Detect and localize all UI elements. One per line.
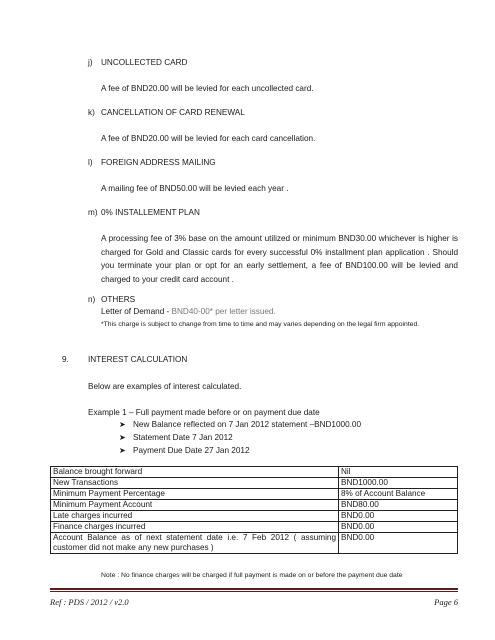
table-row [51, 500, 458, 511]
section-9-number: 9. [62, 355, 69, 364]
table-row [51, 478, 458, 489]
item-n-note: *This charge is subject to change from time to time and may varies depending on the legal firm appointed. [101, 321, 420, 328]
table-cell-label: New Transactions [51, 478, 339, 489]
item-k-marker: k) [88, 108, 95, 117]
item-j-title: UNCOLLECTED CARD [101, 58, 188, 67]
item-k-title: CANCELLATION OF CARD RENEWAL [101, 108, 245, 117]
item-m-marker: m) [88, 208, 98, 217]
arrow-bullet-icon: ➤ [119, 433, 126, 442]
page-number: Page 6 [434, 597, 458, 607]
item-n-title: OTHERS [101, 295, 136, 304]
bullet-item [119, 420, 361, 430]
item-k-text: A fee of BND20.00 will be levied for each card cancellation. [101, 134, 316, 143]
table-cell-value: Nil [339, 467, 458, 478]
arrow-bullet-icon: ➤ [119, 446, 126, 455]
table-row [51, 467, 458, 478]
footer-rule [50, 588, 458, 590]
table-row [51, 511, 458, 522]
item-l-text: A mailing fee of BND50.00 will be levied each year . [101, 184, 289, 193]
table-row [51, 489, 458, 500]
footer-rule-thin [50, 591, 458, 592]
footer-ref: Ref : PDS / 2012 / v2.0 [50, 597, 129, 607]
item-l-title: FOREIGN ADDRESS MAILING [101, 158, 216, 167]
item-m-title: 0% INSTALLEMENT PLAN [101, 208, 200, 217]
table-cell-value: BND80.00 [339, 500, 458, 511]
item-n-marker: n) [88, 295, 96, 304]
table-row [51, 522, 458, 533]
table-cell-label: Account Balance as of next statement date i.e. 7 Feb 2012 ( assuming customer did not make any new purchases ) [51, 533, 339, 554]
finance-charge-note: Note : No finance charges will be charged if full payment is made on or before the payment due date [101, 572, 403, 579]
table-row [51, 533, 458, 554]
table-cell-value: 8% of Account Balance [339, 489, 458, 500]
bullet-text: Statement Date 7 Jan 2012 [133, 433, 233, 442]
bullet-text: Payment Due Date 27 Jan 2012 [133, 446, 250, 455]
table-cell-value: BND0.00 [339, 533, 458, 554]
interest-example-table [50, 466, 458, 554]
item-j-marker: j) [88, 58, 93, 67]
section-9-title: INTEREST CALCULATION [88, 355, 188, 364]
item-j-text: A fee of BND20.00 will be levied for each uncollected card. [101, 84, 314, 93]
table-cell-value: BND0.00 [339, 511, 458, 522]
section-9-intro: Below are examples of interest calculated. [88, 382, 242, 391]
bullet-text: New Balance reflected on 7 Jan 2012 statement –BND1000.00 [133, 420, 362, 429]
letter-of-demand-label: Letter of Demand - [101, 307, 172, 316]
table-cell-label: Balance brought forward [51, 467, 339, 478]
table-cell-label: Finance charges incurred [51, 522, 339, 533]
arrow-bullet-icon: ➤ [119, 420, 126, 429]
letter-of-demand-value: BND40-00* per letter issued. [171, 307, 276, 316]
table-cell-label: Minimum Payment Account [51, 500, 339, 511]
item-n-letter [101, 307, 276, 317]
example-1-title: Example 1 – Full payment made before or on payment due date [88, 408, 320, 417]
bullet-item [119, 446, 250, 456]
bullet-item [119, 433, 233, 443]
table-cell-label: Minimum Payment Percentage [51, 489, 339, 500]
table-cell-label: Late charges incurred [51, 511, 339, 522]
table-cell-value: BND1000.00 [339, 478, 458, 489]
item-m-text: A processing fee of 3% base on the amount utilized or minimum BND30.00 whichever is higher is charged for Gold and Classic cards for every successful 0% installment plan application . Should you terminate your plan or opt for an early settlement, a fee of BND100.00 will be levied and charged to your credit card account . [101, 234, 458, 284]
item-l-marker: l) [88, 158, 93, 167]
table-cell-value: BND0.00 [339, 522, 458, 533]
